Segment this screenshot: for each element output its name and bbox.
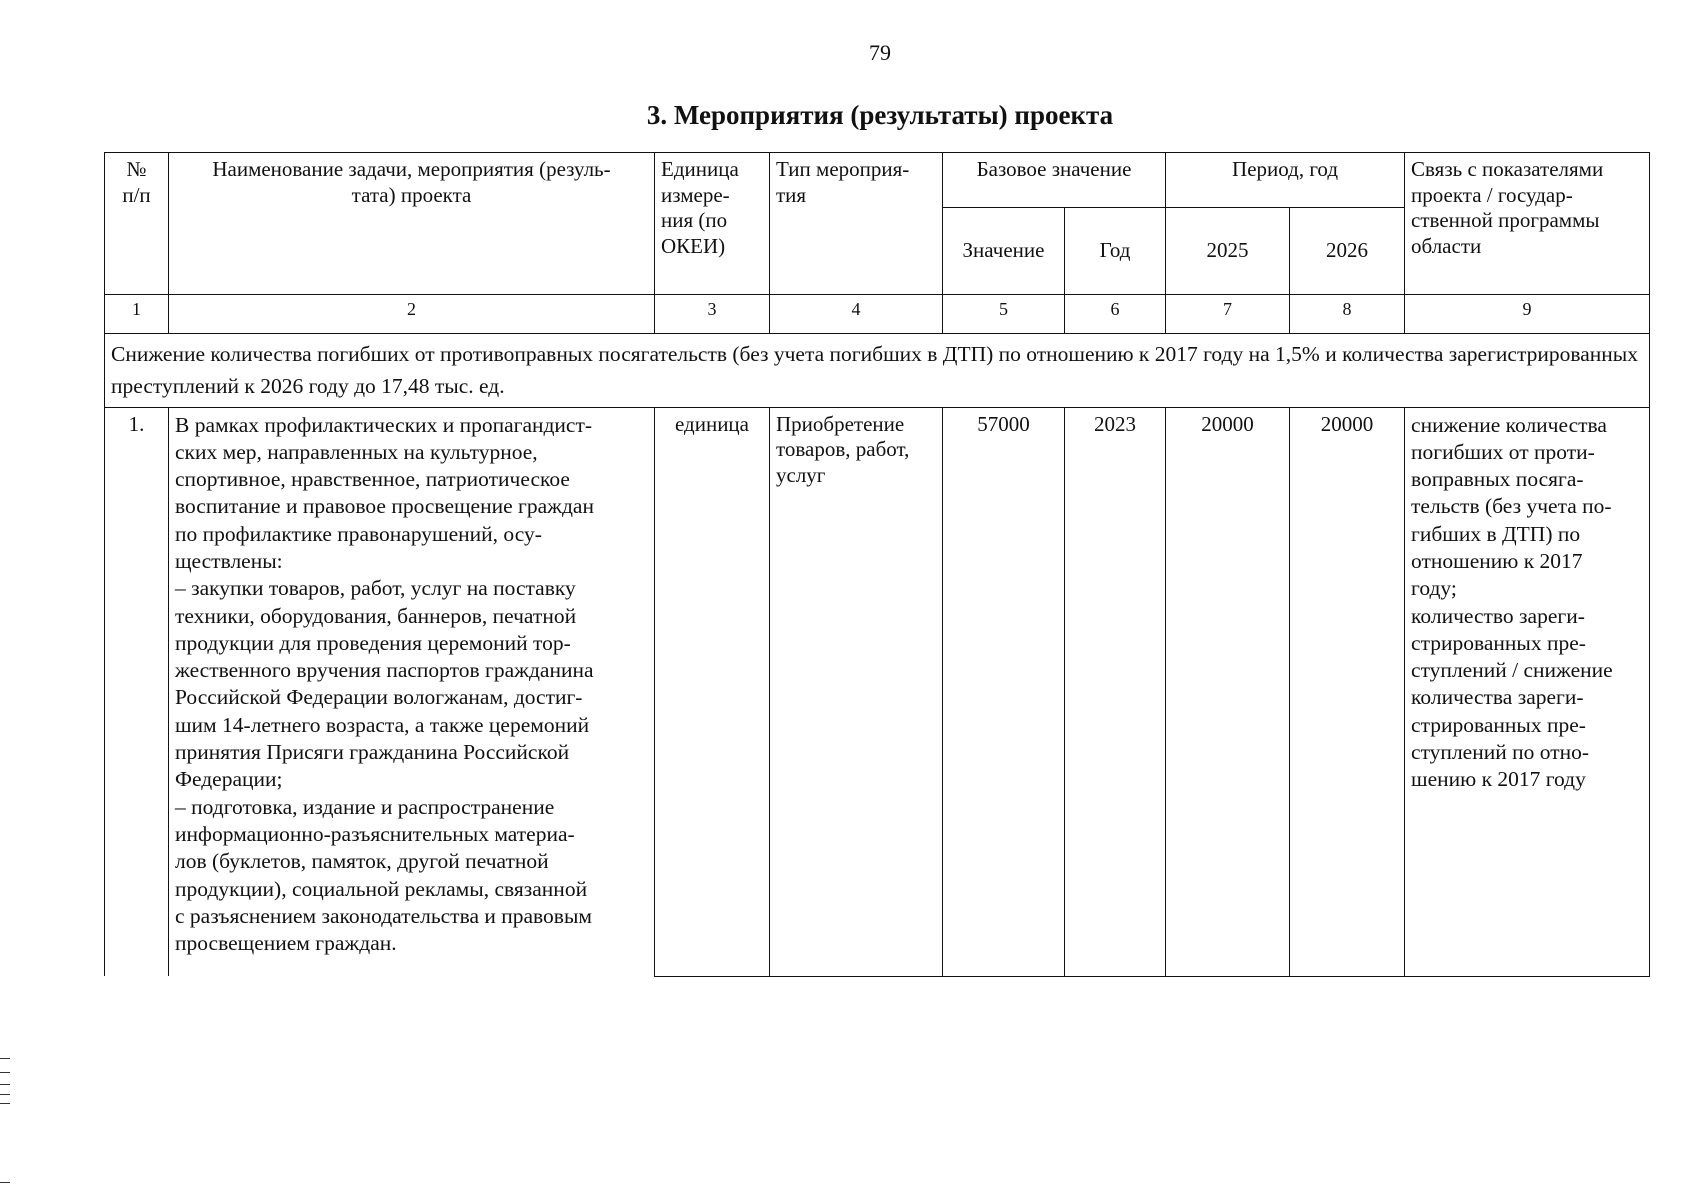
header-period-2025: 2025: [1166, 208, 1290, 295]
column-number: 5: [943, 295, 1065, 334]
margin-mark: [0, 1182, 10, 1183]
row-num: 1.: [105, 407, 169, 976]
header-name: Наименование задачи, мероприятия (резуль- тата) проекта: [169, 153, 655, 295]
row-name: В рамках профилактических и пропагандист- ских мер, направленных на культурное, спортивное, нравственное, патриотическое воспитание и правовое просвещение граждан по профилактике правонарушений, осу- ществлены: – закупки товаров, работ, услуг на поставку техники, оборудования, баннеров, печатной продукции для проведения церемоний тор- жественного вручения паспортов гражданина Российской Федерации вологжанам, достиг- шим 14-летнего возраста, а также церемоний принятия Присяги гражданина Российской Федерации; – подготовка, издание и распространение информационно-разъяснительных материа- лов (буклетов, памяток, другой печатной продукции), социальной рекламы, связанной с разъяснением законодательства и правовым просвещением граждан.: [169, 407, 655, 976]
margin-mark: [0, 1094, 10, 1095]
header-base: Базовое значение: [943, 153, 1166, 208]
row-base-value: 57000: [943, 407, 1065, 976]
column-number: 9: [1405, 295, 1650, 334]
margin-mark: [0, 1084, 10, 1085]
header-period: Период, год: [1166, 153, 1405, 208]
row-link: снижение количества погибших от проти- воправных посяга- тельств (без учета по- гибших в ДТП) по отношению к 2017 году; количество зареги- стрированных пре- ступлений / снижение количества зареги- стрированных пре- ступлений по отно- шению к 2017 году: [1405, 407, 1650, 976]
column-number: 1: [105, 295, 169, 334]
row-base-year: 2023: [1065, 407, 1166, 976]
results-table: [104, 152, 1650, 977]
row-value-2026: 20000: [1290, 407, 1405, 976]
header-link: Связь с показателями проекта / государ- ственной программы области: [1405, 153, 1650, 295]
margin-mark: [0, 1103, 10, 1104]
header-unit: Единица измере- ния (по ОКЕИ): [655, 153, 770, 295]
header-base-year: Год: [1065, 208, 1166, 295]
goal-text: Снижение количества погибших от противоправных посягательств (без учета погибших в ДТП) по отношению к 2017 году на 1,5% и количества зарегистрированных преступлений к 2026 году до 17,48 тыс. ед.: [105, 334, 1650, 408]
header-base-value: Значение: [943, 208, 1065, 295]
column-number: 6: [1065, 295, 1166, 334]
goal-row: [105, 334, 1650, 408]
row-value-2025: 20000: [1166, 407, 1290, 976]
row-unit: единица: [655, 407, 770, 976]
page-title: 3. Мероприятия (результаты) проекта: [646, 100, 1114, 130]
column-number: 8: [1290, 295, 1405, 334]
column-number: 2: [169, 295, 655, 334]
row-type: Приобретение товаров, работ, услуг: [770, 407, 943, 976]
header-num: № п/п: [105, 153, 169, 295]
header-type: Тип мероприя- тия: [770, 153, 943, 295]
page-number: 79: [869, 40, 891, 65]
column-number: 3: [655, 295, 770, 334]
margin-mark: [0, 1072, 10, 1073]
table-row: [105, 407, 1650, 976]
column-number: 4: [770, 295, 943, 334]
header-period-2026: 2026: [1290, 208, 1405, 295]
header-row-main: [105, 153, 1650, 208]
margin-mark: [0, 1058, 10, 1059]
column-numbers-row: [105, 295, 1650, 334]
column-number: 7: [1166, 295, 1290, 334]
